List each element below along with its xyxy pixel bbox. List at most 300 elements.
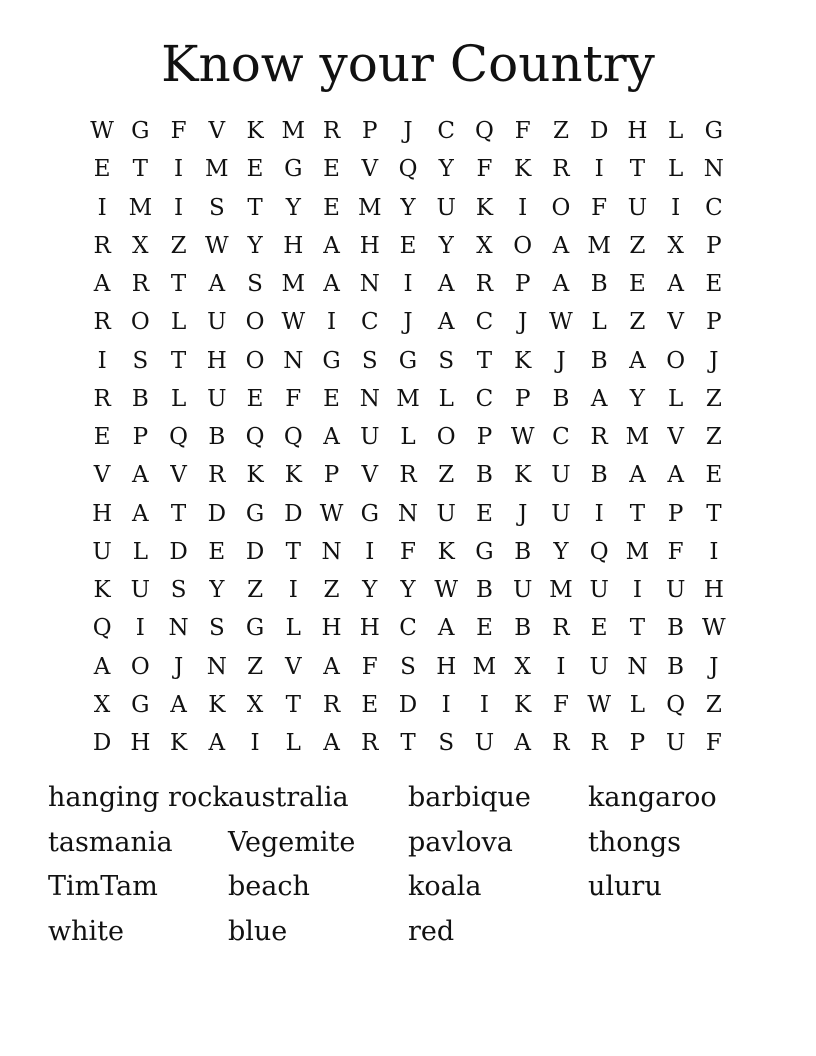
grid-letter: F bbox=[667, 538, 684, 565]
grid-letter: A bbox=[667, 271, 684, 298]
grid-letter: A bbox=[323, 271, 340, 298]
grid-letter: K bbox=[246, 462, 264, 489]
grid-letter: I bbox=[403, 271, 413, 298]
grid-letter: R bbox=[322, 691, 341, 718]
grid-letter: M bbox=[625, 424, 650, 451]
grid-letter: T bbox=[170, 500, 187, 527]
grid-letter: P bbox=[514, 385, 531, 412]
grid-letter: X bbox=[667, 232, 684, 259]
grid-letter: L bbox=[285, 615, 301, 642]
grid-letter: M bbox=[587, 232, 611, 259]
grid-letter: H bbox=[703, 577, 724, 604]
grid-letter: Q bbox=[589, 538, 609, 565]
grid-letter: O bbox=[513, 232, 533, 259]
word-list-item: white bbox=[48, 915, 124, 947]
grid-row bbox=[83, 342, 733, 380]
grid-letter: G bbox=[360, 500, 379, 527]
grid-letter: H bbox=[359, 615, 380, 642]
grid-letter: A bbox=[437, 615, 455, 642]
grid-letter: L bbox=[170, 385, 187, 412]
grid-letter: H bbox=[359, 232, 380, 259]
grid-letter: U bbox=[665, 577, 686, 604]
grid-letter: W bbox=[281, 309, 306, 336]
word-list bbox=[48, 778, 768, 956]
grid-letter: K bbox=[437, 538, 455, 565]
grid-letter: A bbox=[132, 500, 149, 527]
grid-letter: O bbox=[130, 309, 150, 336]
grid-letter: S bbox=[208, 194, 225, 221]
grid-letter: J bbox=[709, 653, 719, 680]
grid-letter: I bbox=[594, 500, 604, 527]
grid-row bbox=[83, 571, 733, 609]
grid-letter: W bbox=[319, 500, 344, 527]
grid-letter: Z bbox=[705, 385, 722, 412]
grid-letter: Z bbox=[705, 424, 722, 451]
grid-letter: G bbox=[398, 347, 418, 374]
grid-letter: Z bbox=[247, 653, 264, 680]
grid-letter: A bbox=[514, 730, 531, 757]
grid-letter: A bbox=[667, 462, 684, 489]
grid-letter: W bbox=[205, 232, 229, 259]
grid-letter: A bbox=[93, 653, 111, 680]
grid-letter: R bbox=[322, 118, 341, 145]
grid-letter: J bbox=[709, 347, 719, 374]
grid-letter: F bbox=[361, 653, 378, 680]
grid-letter: A bbox=[323, 424, 340, 451]
grid-letter: M bbox=[205, 156, 229, 183]
grid-letter: I bbox=[250, 730, 260, 757]
grid-letter: M bbox=[472, 653, 497, 680]
grid-letter: S bbox=[438, 347, 455, 374]
grid-letter: W bbox=[702, 615, 726, 642]
grid-letter: M bbox=[396, 385, 420, 412]
grid-row bbox=[83, 648, 733, 686]
grid-letter: G bbox=[322, 347, 341, 374]
grid-letter: P bbox=[706, 309, 722, 336]
grid-letter: B bbox=[476, 462, 493, 489]
grid-letter: J bbox=[518, 309, 528, 336]
word-list-item: uluru bbox=[588, 871, 662, 902]
grid-letter: C bbox=[475, 309, 494, 336]
grid-letter: P bbox=[629, 730, 646, 757]
grid-letter: H bbox=[283, 232, 304, 259]
grid-row bbox=[83, 189, 733, 227]
grid-letter: Z bbox=[629, 232, 646, 259]
word-list-item: kangaroo bbox=[588, 782, 717, 813]
grid-letter: X bbox=[514, 653, 531, 680]
grid-letter: C bbox=[475, 385, 494, 412]
grid-letter: L bbox=[629, 691, 646, 718]
grid-letter: C bbox=[437, 118, 456, 145]
grid-letter: B bbox=[476, 577, 493, 604]
grid-letter: Z bbox=[170, 232, 187, 259]
grid-letter: E bbox=[629, 271, 646, 298]
grid-letter: F bbox=[552, 691, 569, 718]
word-list-item: red bbox=[408, 915, 455, 947]
grid-letter: P bbox=[323, 462, 340, 489]
grid-letter: N bbox=[283, 347, 304, 374]
grid-letter: Q bbox=[475, 118, 494, 145]
grid-letter: L bbox=[438, 385, 454, 412]
grid-letter: R bbox=[131, 271, 150, 298]
grid-letter: R bbox=[475, 271, 494, 298]
grid-letter: G bbox=[704, 118, 724, 145]
grid-letter: U bbox=[474, 730, 495, 757]
grid-letter: V bbox=[170, 462, 187, 489]
grid-letter: R bbox=[552, 156, 570, 183]
word-list-item: australia bbox=[228, 782, 349, 813]
word-list-item: tasmania bbox=[48, 826, 173, 858]
grid-letter: M bbox=[625, 538, 650, 565]
word-list-item: barbique bbox=[408, 782, 531, 813]
grid-letter: V bbox=[93, 462, 111, 489]
grid-letter: F bbox=[285, 385, 302, 412]
grid-letter: U bbox=[436, 194, 456, 221]
grid-letter: N bbox=[321, 538, 342, 565]
grid-letter: H bbox=[130, 730, 151, 757]
grid-letter: U bbox=[513, 577, 533, 604]
grid-letter: L bbox=[667, 156, 684, 183]
grid-letter: O bbox=[666, 347, 686, 374]
grid-letter: I bbox=[135, 615, 145, 642]
grid-letter: N bbox=[627, 653, 648, 680]
grid-letter: S bbox=[247, 271, 263, 298]
grid-letter: S bbox=[400, 653, 416, 680]
grid-letter: T bbox=[706, 500, 722, 527]
grid-letter: R bbox=[208, 462, 226, 489]
grid-letter: T bbox=[629, 500, 646, 527]
grid-letter: D bbox=[207, 500, 227, 527]
grid-letter: E bbox=[361, 691, 379, 718]
grid-letter: K bbox=[246, 118, 264, 145]
grid-letter: O bbox=[245, 347, 265, 374]
grid-letter: G bbox=[284, 156, 303, 183]
grid-row bbox=[83, 265, 733, 303]
grid-letter: P bbox=[362, 118, 378, 145]
grid-row bbox=[83, 686, 733, 724]
grid-letter: R bbox=[590, 730, 608, 757]
grid-letter: Q bbox=[92, 615, 112, 642]
grid-row bbox=[83, 380, 733, 418]
word-list-item: Vegemite bbox=[228, 826, 356, 858]
grid-letter: J bbox=[518, 500, 528, 527]
grid-letter: B bbox=[667, 653, 685, 680]
grid-letter: D bbox=[245, 538, 265, 565]
grid-letter: E bbox=[208, 538, 226, 565]
grid-letter: G bbox=[245, 615, 265, 642]
grid-letter: P bbox=[514, 271, 531, 298]
grid-letter: U bbox=[436, 500, 456, 527]
grid-letter: C bbox=[705, 194, 723, 221]
grid-letter: P bbox=[706, 232, 722, 259]
grid-letter: Q bbox=[283, 424, 303, 451]
grid-letter: T bbox=[170, 271, 187, 298]
grid-letter: Q bbox=[398, 156, 418, 183]
grid-letter: I bbox=[518, 194, 528, 221]
grid-letter: G bbox=[131, 118, 150, 145]
grid-letter: M bbox=[549, 577, 573, 604]
grid-letter: K bbox=[93, 577, 111, 604]
grid-letter: W bbox=[549, 309, 573, 336]
grid-letter: N bbox=[359, 385, 380, 412]
grid-letter: I bbox=[365, 538, 375, 565]
grid-letter: U bbox=[207, 385, 227, 412]
grid-letter: U bbox=[92, 538, 112, 565]
grid-letter: E bbox=[323, 385, 340, 412]
grid-letter: B bbox=[552, 385, 570, 412]
grid-letter: U bbox=[551, 500, 571, 527]
grid-row bbox=[83, 609, 733, 647]
grid-letter: W bbox=[434, 577, 459, 604]
grid-letter: T bbox=[476, 347, 493, 374]
grid-letter: A bbox=[590, 385, 608, 412]
grid-letter: P bbox=[132, 424, 149, 451]
grid-row bbox=[83, 112, 733, 150]
grid-letter: K bbox=[514, 156, 532, 183]
grid-letter: I bbox=[174, 156, 184, 183]
grid-letter: U bbox=[589, 653, 609, 680]
grid-letter: F bbox=[476, 156, 493, 183]
grid-letter: B bbox=[208, 424, 226, 451]
grid-letter: M bbox=[357, 194, 382, 221]
grid-letter: B bbox=[590, 347, 608, 374]
word-list-item: pavlova bbox=[408, 826, 513, 858]
word-list-item: koala bbox=[408, 871, 482, 902]
grid-letter: U bbox=[589, 577, 609, 604]
grid-letter: S bbox=[170, 577, 187, 604]
grid-letter: Q bbox=[169, 424, 189, 451]
word-list-item: thongs bbox=[588, 826, 682, 858]
grid-letter: Z bbox=[438, 462, 455, 489]
grid-letter: R bbox=[552, 730, 570, 757]
grid-letter: X bbox=[93, 691, 111, 718]
grid-letter: T bbox=[247, 194, 263, 221]
grid-letter: N bbox=[359, 271, 380, 298]
grid-letter: H bbox=[92, 500, 113, 527]
grid-letter: M bbox=[281, 118, 306, 145]
grid-letter: I bbox=[709, 538, 719, 565]
grid-letter: Y bbox=[362, 577, 378, 604]
grid-letter: B bbox=[590, 462, 608, 489]
grid-letter: P bbox=[667, 500, 684, 527]
grid-row bbox=[83, 456, 733, 494]
grid-letter: K bbox=[514, 462, 532, 489]
grid-letter: F bbox=[591, 194, 608, 221]
grid-letter: G bbox=[131, 691, 150, 718]
grid-letter: I bbox=[288, 577, 298, 604]
grid-row bbox=[83, 303, 733, 341]
grid-letter: Z bbox=[629, 309, 646, 336]
grid-letter: J bbox=[173, 653, 184, 680]
grid-letter: A bbox=[323, 653, 340, 680]
grid-letter: A bbox=[208, 271, 226, 298]
grid-letter: F bbox=[170, 118, 187, 145]
grid-letter: E bbox=[705, 271, 723, 298]
grid-letter: Z bbox=[552, 118, 569, 145]
grid-letter: Q bbox=[245, 424, 265, 451]
grid-letter: A bbox=[437, 271, 455, 298]
grid-letter: I bbox=[594, 156, 604, 183]
grid-letter: Y bbox=[285, 194, 301, 221]
grid-letter: I bbox=[556, 653, 566, 680]
grid-letter: K bbox=[284, 462, 302, 489]
grid-letter: T bbox=[170, 347, 187, 374]
grid-letter: T bbox=[285, 538, 301, 565]
grid-letter: F bbox=[400, 538, 416, 565]
grid-letter: B bbox=[667, 615, 685, 642]
grid-letter: U bbox=[551, 462, 571, 489]
grid-letter: E bbox=[246, 156, 264, 183]
grid-letter: U bbox=[360, 424, 380, 451]
grid-letter: Z bbox=[705, 691, 722, 718]
grid-letter: E bbox=[399, 232, 417, 259]
grid-letter: X bbox=[246, 691, 264, 718]
grid-letter: R bbox=[590, 424, 608, 451]
grid-letter: Q bbox=[666, 691, 686, 718]
grid-letter: L bbox=[667, 385, 684, 412]
grid-letter: M bbox=[281, 271, 306, 298]
grid-letter: L bbox=[591, 309, 607, 336]
grid-letter: Y bbox=[400, 577, 416, 604]
grid-letter: A bbox=[629, 462, 646, 489]
grid-letter: C bbox=[399, 615, 417, 642]
grid-letter: I bbox=[174, 194, 184, 221]
grid-letter: I bbox=[326, 309, 337, 336]
grid-letter: R bbox=[93, 309, 111, 336]
grid-letter: S bbox=[132, 347, 149, 374]
grid-letter: Z bbox=[323, 577, 340, 604]
grid-letter: R bbox=[93, 385, 111, 412]
grid-letter: Y bbox=[247, 232, 263, 259]
grid-letter: D bbox=[169, 538, 188, 565]
grid-letter: T bbox=[629, 615, 646, 642]
grid-letter: B bbox=[590, 271, 608, 298]
grid-letter: E bbox=[93, 156, 111, 183]
grid-letter: A bbox=[208, 730, 226, 757]
grid-letter: T bbox=[629, 156, 646, 183]
grid-letter: A bbox=[93, 271, 111, 298]
grid-letter: J bbox=[556, 347, 566, 374]
grid-letter: I bbox=[479, 691, 489, 718]
grid-letter: S bbox=[438, 730, 455, 757]
grid-row bbox=[83, 533, 733, 571]
grid-letter: I bbox=[97, 194, 107, 221]
grid-letter: Y bbox=[553, 538, 569, 565]
grid-letter: Y bbox=[438, 156, 454, 183]
grid-letter: E bbox=[590, 615, 608, 642]
grid-letter: U bbox=[627, 194, 648, 221]
grid-letter: O bbox=[130, 653, 150, 680]
grid-letter: E bbox=[93, 424, 111, 451]
grid-row bbox=[83, 418, 733, 456]
letter-grid bbox=[83, 112, 733, 762]
grid-letter: P bbox=[476, 424, 493, 451]
grid-letter: L bbox=[132, 538, 148, 565]
grid-letter: I bbox=[97, 347, 107, 374]
grid-letter: L bbox=[285, 730, 301, 757]
grid-letter: B bbox=[131, 385, 149, 412]
grid-letter: N bbox=[703, 156, 724, 183]
grid-letter: X bbox=[132, 232, 149, 259]
grid-letter: A bbox=[170, 691, 187, 718]
grid-letter: V bbox=[361, 462, 379, 489]
grid-row bbox=[83, 150, 733, 188]
grid-letter: F bbox=[705, 730, 722, 757]
grid-row bbox=[83, 495, 733, 533]
grid-letter: A bbox=[437, 309, 455, 336]
grid-letter: S bbox=[208, 615, 225, 642]
grid-letter: D bbox=[92, 730, 112, 757]
grid-letter: B bbox=[514, 615, 532, 642]
grid-letter: L bbox=[400, 424, 416, 451]
grid-letter: R bbox=[399, 462, 417, 489]
grid-letter: A bbox=[132, 462, 149, 489]
grid-letter: U bbox=[130, 577, 151, 604]
grid-row bbox=[83, 724, 733, 762]
grid-letter: D bbox=[589, 118, 609, 145]
grid-letter: E bbox=[246, 385, 264, 412]
word-list-item: TimTam bbox=[48, 871, 158, 902]
grid-letter: O bbox=[245, 309, 265, 336]
grid-letter: Y bbox=[209, 577, 225, 604]
grid-letter: O bbox=[551, 194, 571, 221]
grid-letter: A bbox=[629, 347, 646, 374]
grid-letter: F bbox=[514, 118, 531, 145]
grid-letter: V bbox=[361, 156, 379, 183]
puzzle-title: Know your Country bbox=[161, 35, 655, 93]
grid-letter: E bbox=[476, 500, 493, 527]
grid-letter: D bbox=[398, 691, 418, 718]
grid-letter: T bbox=[285, 691, 301, 718]
grid-letter: O bbox=[436, 424, 456, 451]
word-list-item: hanging rock bbox=[48, 782, 229, 813]
grid-letter: C bbox=[552, 424, 570, 451]
grid-letter: H bbox=[627, 118, 648, 145]
grid-letter: E bbox=[323, 194, 340, 221]
grid-letter: Y bbox=[400, 194, 416, 221]
grid-letter: L bbox=[667, 118, 684, 145]
grid-letter: H bbox=[436, 653, 457, 680]
grid-letter: B bbox=[514, 538, 532, 565]
word-list-item: beach bbox=[228, 871, 310, 902]
grid-letter: J bbox=[403, 309, 413, 336]
grid-letter: T bbox=[132, 156, 149, 183]
grid-letter: N bbox=[206, 653, 227, 680]
grid-letter: K bbox=[169, 730, 188, 757]
grid-letter: K bbox=[475, 194, 494, 221]
grid-letter: E bbox=[476, 615, 493, 642]
grid-letter: I bbox=[671, 194, 681, 221]
grid-letter: D bbox=[284, 500, 303, 527]
grid-letter: V bbox=[667, 424, 684, 451]
grid-letter: V bbox=[208, 118, 226, 145]
grid-letter: R bbox=[93, 232, 111, 259]
grid-letter: J bbox=[403, 118, 413, 145]
grid-letter: S bbox=[361, 347, 378, 374]
grid-letter: R bbox=[361, 730, 379, 757]
grid-letter: Y bbox=[438, 232, 454, 259]
grid-letter: K bbox=[208, 691, 226, 718]
grid-letter: W bbox=[510, 424, 535, 451]
grid-letter: K bbox=[514, 691, 532, 718]
grid-letter: M bbox=[128, 194, 153, 221]
grid-letter: K bbox=[514, 347, 532, 374]
grid-letter: T bbox=[400, 730, 416, 757]
grid-letter: C bbox=[360, 309, 379, 336]
grid-letter: Y bbox=[629, 385, 645, 412]
grid-letter: A bbox=[552, 232, 570, 259]
grid-letter: R bbox=[552, 615, 570, 642]
